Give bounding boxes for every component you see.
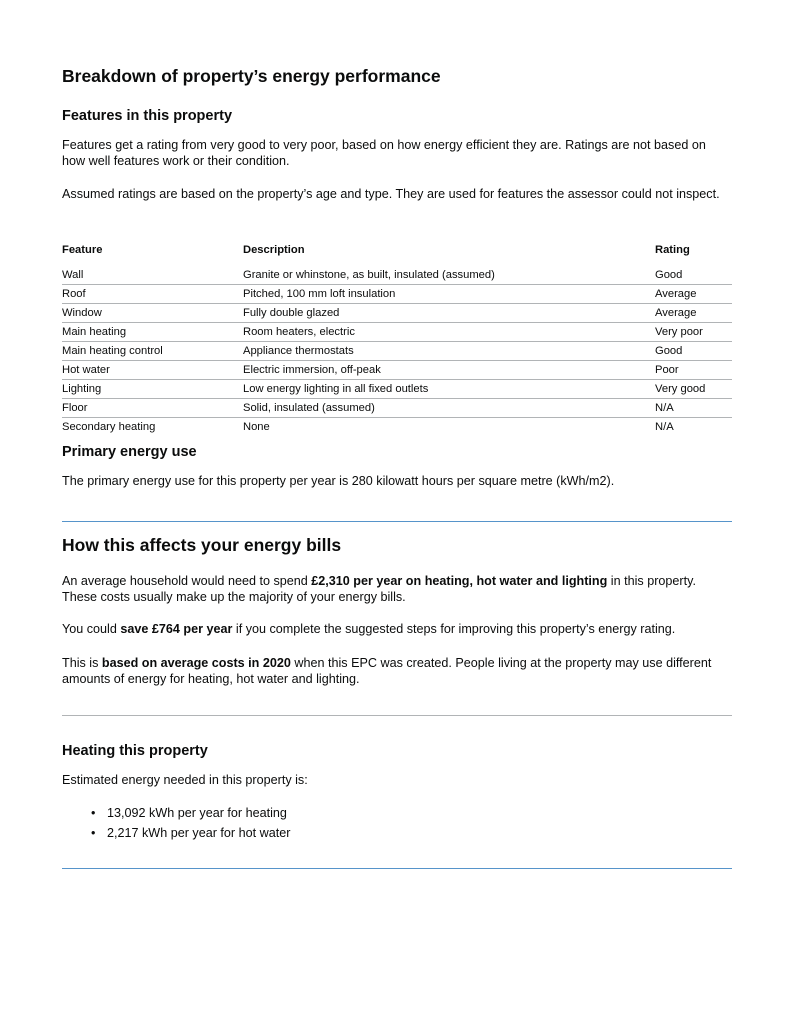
bills-p3-text: This is: [62, 656, 102, 670]
description-cell: Granite or whinstone, as built, insulated (assumed): [243, 266, 655, 285]
description-cell: Room heaters, electric: [243, 323, 655, 342]
list-item: • 13,092 kWh per year for heating: [107, 806, 290, 826]
bills-paragraph-2: [62, 622, 732, 638]
section-divider: [62, 868, 732, 869]
primary-energy-text: The primary energy use for this property per year is 280 kilowatt hours per square metre (kWh/m2).: [62, 474, 615, 488]
feature-cell: Wall: [62, 266, 243, 285]
rating-cell: Very poor: [655, 323, 732, 342]
bills-p2-highlight: save £764 per year: [120, 622, 233, 636]
features-table-header: [62, 241, 732, 266]
features-table: [62, 241, 732, 436]
description-cell: Pitched, 100 mm loft insulation: [243, 285, 655, 304]
bills-p1-highlight: £2,310 per year on heating, hot water and lighting: [311, 574, 608, 588]
table-row: [62, 418, 732, 437]
bills-p3-highlight: based on average costs in 2020: [101, 656, 291, 670]
feature-cell: Main heating control: [62, 342, 243, 361]
header-description: Description: [243, 244, 305, 256]
header-rating: Rating: [655, 244, 690, 256]
table-row: [62, 380, 732, 399]
bills-p2-text: You could: [62, 622, 121, 636]
heating-title: Heating this property: [62, 743, 208, 759]
feature-cell: Roof: [62, 285, 243, 304]
table-row: [62, 285, 732, 304]
description-cell: Low energy lighting in all fixed outlets: [243, 380, 655, 399]
bills-p2-text-end: if you complete the suggested steps for improving this property’s energy rating.: [232, 622, 676, 636]
section-divider: [62, 715, 732, 716]
rating-cell: N/A: [655, 399, 732, 418]
rating-cell: Poor: [655, 361, 732, 380]
heating-list: [62, 806, 290, 846]
rating-cell: Very good: [655, 380, 732, 399]
features-heading: Features in this property: [62, 108, 233, 124]
table-row: [62, 266, 732, 285]
rating-cell: Good: [655, 266, 732, 285]
rating-cell: N/A: [655, 421, 674, 433]
description-cell: Electric immersion, off-peak: [243, 361, 655, 380]
list-item: • 2,217 kWh per year for hot water: [107, 826, 290, 846]
table-row: [62, 399, 732, 418]
heating-intro: Estimated energy needed in this property is:: [62, 773, 308, 787]
bills-paragraph-3: [62, 656, 732, 687]
feature-cell: Hot water: [62, 361, 243, 380]
primary-energy-heading: Primary energy use: [62, 444, 197, 460]
bills-title: How this affects your energy bills: [62, 535, 342, 555]
rating-cell: Average: [655, 285, 732, 304]
section-divider: [62, 521, 732, 522]
rating-cell: Average: [655, 304, 732, 323]
rating-cell: Good: [655, 342, 732, 361]
bills-p1-text-end: in this property. These costs usually make up the majority of your energy bills.: [62, 574, 696, 604]
feature-cell: Window: [62, 304, 243, 323]
table-row: [62, 342, 732, 361]
feature-cell: Floor: [62, 399, 243, 418]
table-row: [62, 304, 732, 323]
table-row: [62, 323, 732, 342]
header-feature: Feature: [62, 244, 103, 256]
features-intro-1: Features get a rating from very good to very poor, based on how energy efficient they are. Ratings are not based on how well features work or their condition.: [62, 138, 706, 168]
bills-p1-text: An average household would need to spend: [62, 574, 312, 588]
table-row: [62, 361, 732, 380]
breakdown-title: Breakdown of property’s energy performance: [62, 66, 441, 86]
description-cell: Solid, insulated (assumed): [243, 399, 655, 418]
features-intro-2: Assumed ratings are based on the property’s age and type. They are used for features the assessor could not inspect.: [62, 187, 720, 201]
feature-cell: Lighting: [62, 380, 243, 399]
description-cell: None: [243, 421, 270, 433]
description-cell: Appliance thermostats: [243, 342, 655, 361]
feature-cell: Main heating: [62, 323, 243, 342]
feature-cell: Secondary heating: [62, 421, 156, 433]
description-cell: Fully double glazed: [243, 304, 655, 323]
bills-p3-text-end: when this EPC was created. People living at the property may use different amounts of energy for heating, hot water and lighting.: [62, 656, 712, 686]
bills-paragraph-1: [62, 574, 732, 605]
